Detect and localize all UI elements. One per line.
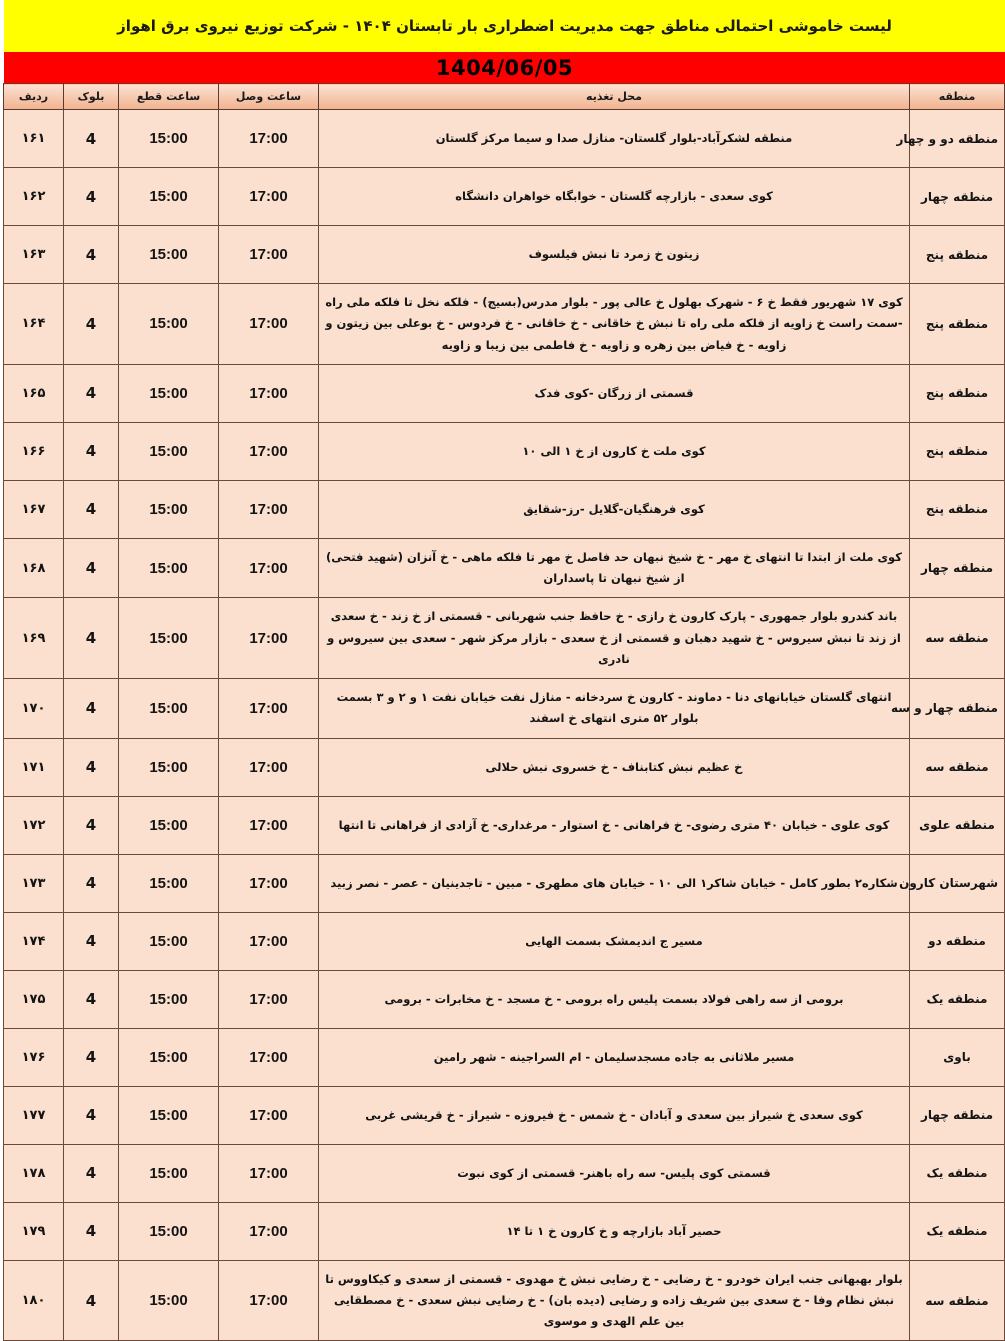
cell-block: 4 [64,168,119,226]
cell-cut-time: 15:00 [119,796,219,854]
cell-radif: ۱۷۵ [4,970,64,1028]
cell-cut-time: 15:00 [119,1144,219,1202]
cell-place: شکاره۲ بطور کامل - خیابان شاکر۱ الی ۱۰ - خیابان های مطهری - مبین - تاجدینیان - عصر - نصر زبید [319,854,910,912]
cell-region: شهرستان کارون [910,854,1005,912]
table-row [4,912,1005,970]
cell-region: منطقه چهار [910,538,1005,598]
cell-place: بلوار بهبهانی جنب ایران خودرو - خ رضایی - خ رضایی نبش خ مهدوی - قسمتی از سعدی و کیکاووس تا نبش نظام وفا - خ سعدی بین شریف زاده و رضایی (دیده بان) - خ رضایی نبش سعدی - خ مصطقایی بین علم الهدی و موسوی [319,1260,910,1341]
cell-cut-time: 15:00 [119,1260,219,1341]
cell-connect-time: 17:00 [219,422,319,480]
cell-block: 4 [64,1028,119,1086]
cell-block: 4 [64,1144,119,1202]
cell-region: منطقه یک [910,970,1005,1028]
cell-radif: ۱۷۸ [4,1144,64,1202]
cell-region: منطقه چهار و سه [910,679,1005,739]
outage-table [3,83,1005,1341]
cell-radif: ۱۶۶ [4,422,64,480]
cell-place: انتهای گلستان خیابانهای دنا - دماوند - کارون خ سردخانه - منازل نفت خیابان نفت ۱ و ۲ و ۳ بسمت بلوار ۵۲ متری انتهای خ اسفند [319,679,910,739]
cell-cut-time: 15:00 [119,422,219,480]
cell-place: مسیر ج اندیمشک بسمت الهایی [319,912,910,970]
cell-region: منطقه چهار [910,1086,1005,1144]
cell-block: 4 [64,598,119,679]
table-body [4,110,1005,1341]
cell-radif: ۱۸۰ [4,1260,64,1341]
cell-radif: ۱۷۶ [4,1028,64,1086]
cell-block: 4 [64,110,119,168]
table-row [4,854,1005,912]
cell-radif: ۱۷۴ [4,912,64,970]
table-row [4,364,1005,422]
cell-radif: ۱۶۸ [4,538,64,598]
cell-connect-time: 17:00 [219,1202,319,1260]
cell-place: قسمتی از زرگان -کوی فدک [319,364,910,422]
table-row [4,284,1005,365]
cell-connect-time: 17:00 [219,854,319,912]
cell-place: قسمتی کوی پلیس- سه راه باهنر- قسمتی از کوی نبوت [319,1144,910,1202]
column-header-radif: ردیف [4,84,64,110]
cell-place: کوی ملت خ کارون از خ ۱ الی ۱۰ [319,422,910,480]
cell-connect-time: 17:00 [219,480,319,538]
cell-block: 4 [64,796,119,854]
cell-radif: ۱۶۹ [4,598,64,679]
cell-cut-time: 15:00 [119,538,219,598]
cell-block: 4 [64,422,119,480]
cell-connect-time: 17:00 [219,284,319,365]
cell-cut-time: 15:00 [119,912,219,970]
table-row [4,738,1005,796]
cell-block: 4 [64,912,119,970]
cell-place: کوی ۱۷ شهریور فقط خ ۶ - شهرک بهلول خ عالی پور - بلوار مدرس(بسیج) - فلکه نخل تا فلکه ملی راه -سمت راست خ زاویه از فلکه ملی راه تا نبش خ خاقانی - خ خاقانی - خ فردوس - خ بوعلی بین زیتون و زاویه - خ فیاض بین زهره و زاویه - خ فاطمی بین زیبا و زاویه [319,284,910,365]
cell-region: منطقه علوی [910,796,1005,854]
table-row [4,422,1005,480]
cell-place: خ عظیم نبش کتابناف - خ خسروی نبش حلالی [319,738,910,796]
cell-place: منطقه لشکرآباد-بلوار گلستان- منازل صدا و سیما مرکز گلستان [319,110,910,168]
cell-region: منطقه پنج [910,422,1005,480]
table-row [4,168,1005,226]
column-header-block: بلوک [64,84,119,110]
table-row [4,110,1005,168]
cell-region: منطقه پنج [910,284,1005,365]
table-row [4,598,1005,679]
cell-connect-time: 17:00 [219,738,319,796]
cell-cut-time: 15:00 [119,679,219,739]
cell-cut-time: 15:00 [119,854,219,912]
cell-block: 4 [64,970,119,1028]
cell-connect-time: 17:00 [219,226,319,284]
cell-region: منطقه یک [910,1202,1005,1260]
table-row [4,970,1005,1028]
cell-block: 4 [64,538,119,598]
cell-radif: ۱۷۱ [4,738,64,796]
table-row [4,1202,1005,1260]
cell-connect-time: 17:00 [219,1086,319,1144]
cell-connect-time: 17:00 [219,1028,319,1086]
cell-radif: ۱۶۱ [4,110,64,168]
cell-connect-time: 17:00 [219,796,319,854]
cell-block: 4 [64,679,119,739]
column-header-connect-time: ساعت وصل [219,84,319,110]
report-title-band [0,0,1005,52]
cell-connect-time: 17:00 [219,679,319,739]
cell-cut-time: 15:00 [119,738,219,796]
cell-block: 4 [64,1260,119,1341]
table-row [4,480,1005,538]
cell-block: 4 [64,738,119,796]
table-header-row [4,84,1005,110]
cell-region: منطقه پنج [910,226,1005,284]
cell-block: 4 [64,480,119,538]
cell-place: زیتون خ زمرد تا نبش فیلسوف [319,226,910,284]
cell-connect-time: 17:00 [219,364,319,422]
cell-place: برومی از سه راهی فولاد بسمت پلیس راه برومی - خ مسجد - خ مخابرات - برومی [319,970,910,1028]
table-row [4,538,1005,598]
cell-connect-time: 17:00 [219,110,319,168]
report-date-band [0,52,1005,83]
cell-radif: ۱۷۰ [4,679,64,739]
cell-region: منطقه یک [910,1144,1005,1202]
cell-cut-time: 15:00 [119,1202,219,1260]
table-row [4,1028,1005,1086]
page-title: لیست خاموشی احتمالی مناطق جهت مدیریت اضطراری بار تابستان ۱۴۰۴ - شرکت توزیع نیروی برق اهواز [117,17,892,35]
table-row [4,226,1005,284]
report-date: 1404/06/05 [435,55,574,80]
cell-region: منطقه سه [910,1260,1005,1341]
cell-cut-time: 15:00 [119,226,219,284]
cell-cut-time: 15:00 [119,284,219,365]
cell-place: مسیر ملاثانی به جاده مسجدسلیمان - ام السراجینه - شهر رامین [319,1028,910,1086]
cell-cut-time: 15:00 [119,364,219,422]
table-row [4,679,1005,739]
cell-block: 4 [64,226,119,284]
cell-block: 4 [64,1202,119,1260]
cell-block: 4 [64,854,119,912]
cell-connect-time: 17:00 [219,970,319,1028]
cell-connect-time: 17:00 [219,168,319,226]
cell-cut-time: 15:00 [119,1028,219,1086]
cell-cut-time: 15:00 [119,598,219,679]
cell-radif: ۱۷۲ [4,796,64,854]
column-header-cut-time: ساعت قطع [119,84,219,110]
cell-region: منطقه دو [910,912,1005,970]
cell-place: کوی علوی - خیابان ۴۰ متری رضوی- خ فراهانی - خ استوار - مرغداری- خ آزادی از فراهانی تا انتها [319,796,910,854]
cell-place: کوی فرهنگیان-گلایل -رز-شقایق [319,480,910,538]
cell-connect-time: 17:00 [219,1144,319,1202]
table-header [4,84,1005,110]
cell-cut-time: 15:00 [119,110,219,168]
column-header-region: منطقه [910,84,1005,110]
column-header-place: محل تغذیه [319,84,910,110]
cell-place: حصیر آباد بازارچه و خ کارون خ ۱ تا ۱۴ [319,1202,910,1260]
cell-radif: ۱۷۳ [4,854,64,912]
cell-cut-time: 15:00 [119,168,219,226]
cell-radif: ۱۶۲ [4,168,64,226]
cell-connect-time: 17:00 [219,598,319,679]
cell-block: 4 [64,364,119,422]
cell-radif: ۱۶۳ [4,226,64,284]
cell-cut-time: 15:00 [119,970,219,1028]
cell-radif: ۱۷۷ [4,1086,64,1144]
cell-place: باند کندرو بلوار جمهوری - پارک کارون خ رازی - خ حافظ جنب شهربانی - قسمتی از خ زند - خ سعدی از زند تا نبش سیروس - خ شهید دهبان و قسمتی از خ سعدی - بازار مرکز شهر - سعدی بین سیروس و نادری [319,598,910,679]
cell-region: منطقه پنج [910,480,1005,538]
cell-radif: ۱۷۹ [4,1202,64,1260]
cell-radif: ۱۶۴ [4,284,64,365]
cell-region: منطقه چهار [910,168,1005,226]
cell-region: منطقه سه [910,598,1005,679]
cell-radif: ۱۶۵ [4,364,64,422]
table-row [4,1144,1005,1202]
cell-connect-time: 17:00 [219,1260,319,1341]
table-row [4,796,1005,854]
cell-region: منطقه پنج [910,364,1005,422]
table-row [4,1086,1005,1144]
cell-region: منطقه سه [910,738,1005,796]
cell-cut-time: 15:00 [119,480,219,538]
cell-cut-time: 15:00 [119,1086,219,1144]
cell-radif: ۱۶۷ [4,480,64,538]
cell-region: باوی [910,1028,1005,1086]
cell-block: 4 [64,284,119,365]
cell-region: منطقه دو و چهار [910,110,1005,168]
cell-place: کوی سعدی خ شیراز بین سعدی و آبادان - خ شمس - خ فیروزه - شیراز - خ قریشی غربی [319,1086,910,1144]
table-row [4,1260,1005,1341]
cell-block: 4 [64,1086,119,1144]
cell-place: کوی ملت از ابتدا تا انتهای خ مهر - خ شیخ نبهان حد فاصل خ مهر تا فلکه ماهی - خ آنزان (شهید فتحی) از شیخ نبهان تا پاسداران [319,538,910,598]
cell-connect-time: 17:00 [219,912,319,970]
cell-connect-time: 17:00 [219,538,319,598]
cell-place: کوی سعدی - بازارچه گلستان - خوابگاه خواهران دانشگاه [319,168,910,226]
